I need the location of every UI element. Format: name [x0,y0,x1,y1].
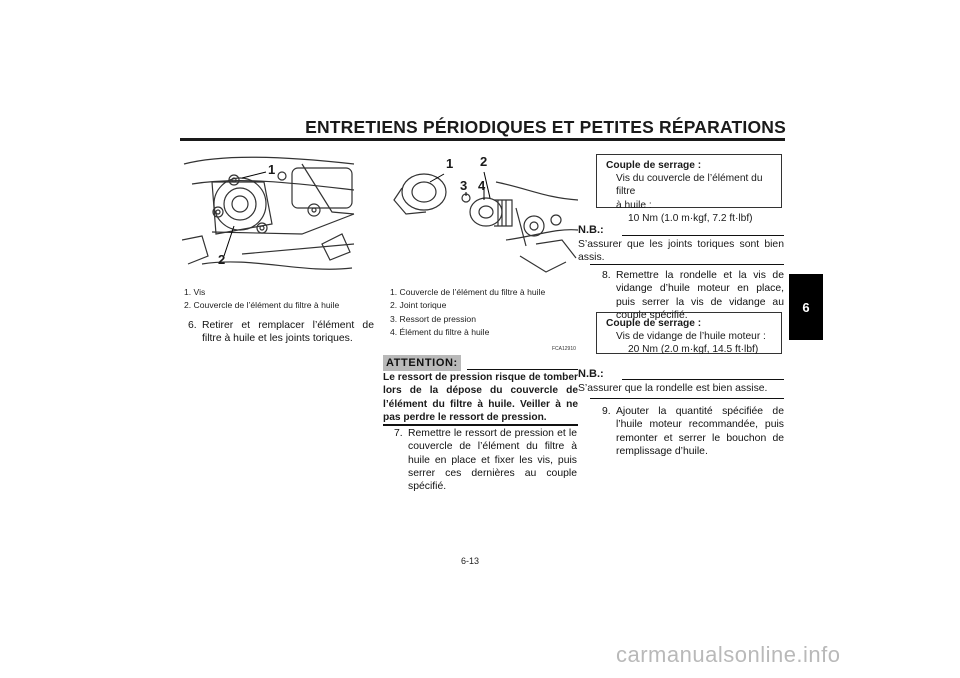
torque-box-1 [596,154,782,224]
torque-value: 20 Nm (2.0 m·kgf, 14.5 ft·lbf) [628,344,759,356]
caption-item: 1. Couvercle de l’élément du filtre à huile [390,287,546,297]
figure-oil-filter-parts [386,148,578,280]
figure2-caption [390,286,545,340]
chapter-tab: 6 [789,274,823,340]
step-text: Ajouter la quantité spécifiée de l’huile moteur recommandée, puis remonter et serrer le bouchon de remplissage d’huile. [616,406,784,457]
figure1-caption [184,286,339,313]
caption-item: 3. Ressort de pression [390,313,476,324]
torque-value: 10 Nm (1.0 m·kgf, 7.2 ft·lbf) [628,212,753,224]
step-number: 7. [394,428,403,439]
caption-item: 4. Élément du filtre à huile [390,327,490,338]
step-text: Remettre le ressort de pression et le couvercle de l’élément du filtre à huile en place et fixer les vis, puis serrer ces dernières au couple spécifié. [408,428,577,493]
nb-label: N.B.: [578,224,604,236]
page-number: 6-13 [461,556,480,566]
torque-line: à huile : [616,199,652,211]
callout-2: 2 [218,252,226,267]
step-9 [602,405,784,458]
caption-item: 2. Joint torique [390,300,447,311]
callout-2: 2 [480,154,488,169]
callout-4: 4 [478,178,486,193]
reference-code: FCA12910 [552,346,576,352]
torque-heading: Couple de serrage : [606,160,702,171]
torque-heading: Couple de serrage : [606,318,702,329]
step-number: 8. [602,270,611,281]
attention-text: Le ressort de pression risque de tomber lors de la dépose du couvercle de l’élément du filtre à huile. Veiller à ne pas perdre le ressort de pression. [383,372,578,424]
step-number: 9. [602,406,611,417]
nb-label: N.B.: [578,368,604,380]
torque-line: Vis du couvercle de l’élément du filtre [616,173,763,198]
step-7 [394,427,577,493]
page-title: ENTRETIENS PÉRIODIQUES ET PETITES RÉPARATIONS [305,117,786,137]
attention-header [383,355,578,371]
torque-line: Vis de vidange de l’huile moteur : [616,331,766,343]
step-text: Retirer et remplacer l’élément de filtre à huile et les joints toriques. [202,320,374,345]
header-rule [180,138,785,141]
step-text: Remettre la rondelle et la vis de vidange d’huile moteur en place, puis serrer la vis de vidange au couple spécifié. [616,270,784,321]
nb-rule [590,398,784,399]
step-6 [188,319,374,346]
nb-text: S’assurer que les joints toriques sont bien assis. [578,239,784,264]
caption-item: 2. Couvercle de l’élément du filtre à huile [184,300,340,311]
caption-item: 1. Vis [184,287,206,297]
callout-1: 1 [268,162,276,177]
nb-text: S’assurer que la rondelle est bien assise. [578,383,768,394]
attention-label: ATTENTION: [383,355,461,371]
watermark: carmanualsonline.info [616,642,841,667]
torque-box-2 [596,312,782,354]
attention-rule [383,424,578,426]
callout-3: 3 [460,178,468,193]
nb-line [622,379,784,380]
nb-rule [590,264,784,265]
figure-oil-filter-cover [182,144,358,284]
step-number: 6. [188,320,197,331]
nb-line [622,235,784,236]
attention-line [467,369,578,370]
callout-1: 1 [446,156,454,171]
